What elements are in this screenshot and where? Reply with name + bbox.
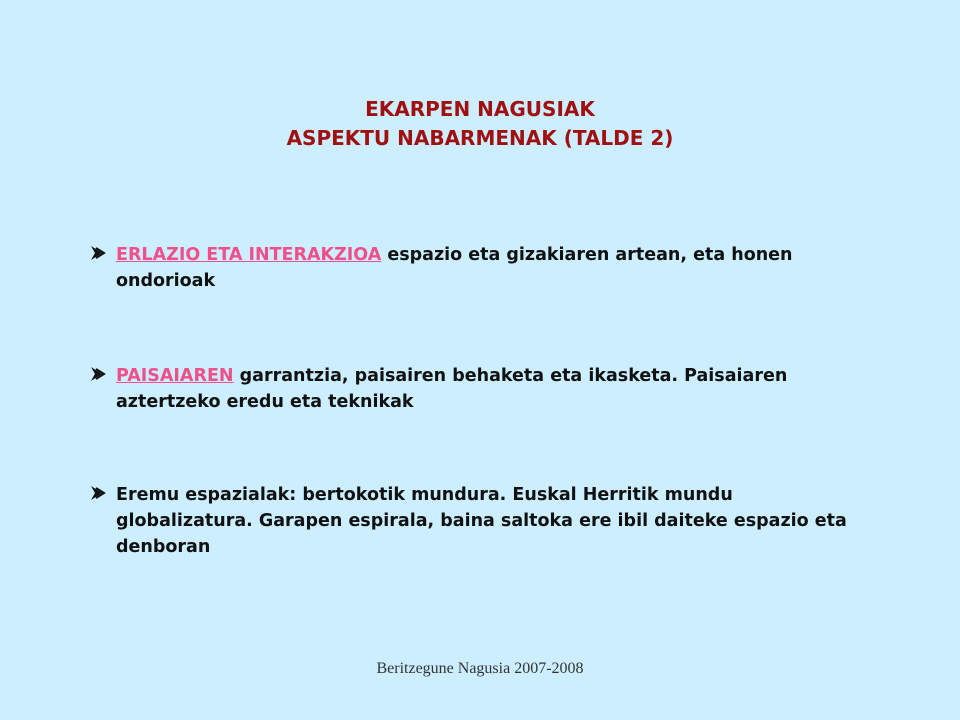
bullet-text	[116, 482, 870, 560]
bullet-text	[116, 363, 870, 415]
slide-footer: Beritzegune Nagusia 2007-2008	[376, 660, 584, 677]
bullet-item	[80, 242, 870, 294]
bullet-body: Eremu espazialak: bertokotik mundura. Euskal Herritik mundu globalizatura. Garapen espirala, baina saltoka ere ibil daiteke espazio eta denboran	[116, 485, 847, 557]
arrow-bullet-icon	[80, 482, 116, 502]
bullet-highlight: ERLAZIO ETA INTERAKZIOA	[116, 245, 382, 265]
bullet-item	[80, 363, 870, 415]
bullet-text	[116, 242, 870, 294]
title-line-1: EKARPEN NAGUSIAK	[365, 97, 595, 121]
bullet-body: garrantzia, paisairen behaketa eta ikasketa. Paisaiaren aztertzeko eredu eta teknikak	[116, 366, 788, 412]
arrow-bullet-icon	[80, 363, 116, 383]
bullet-highlight: PAISAIAREN	[116, 366, 234, 386]
bullet-item	[80, 482, 870, 560]
title-line-2: ASPEKTU NABARMENAK (TALDE 2)	[286, 126, 674, 150]
bullet-body: espazio eta gizakiaren artean, eta honen ondorioak	[116, 245, 793, 291]
slide-title	[0, 95, 960, 153]
arrow-bullet-icon	[80, 242, 116, 262]
